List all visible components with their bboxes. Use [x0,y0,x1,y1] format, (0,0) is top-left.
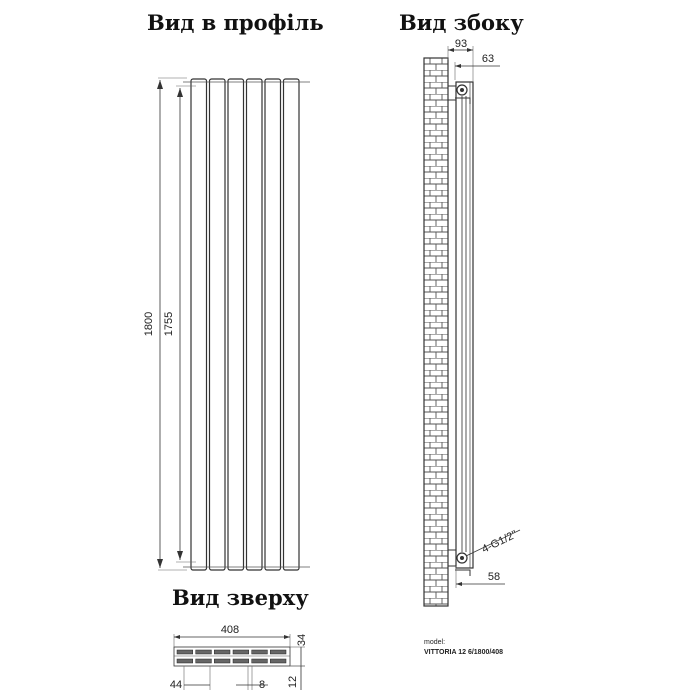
dimension-top-bottom [287,666,305,690]
label-44: 44 [169,679,183,691]
top-section [233,650,249,654]
label-12: 12 [287,675,299,689]
model-info [424,639,503,656]
label-34: 34 [296,633,308,647]
front-view-title: Вид в профіль [147,10,324,35]
top-section [196,659,212,663]
radiator-section [210,79,226,570]
top-section [177,650,193,654]
dimension-bottom-offset [456,566,505,588]
top-section [177,659,193,663]
side-view-title: Вид збоку [399,10,524,35]
radiator-section [191,79,207,570]
radiator-panels [191,79,299,570]
label-93: 93 [454,38,468,50]
top-section [252,650,268,654]
dimension-top-width [174,624,290,647]
top-section [233,659,249,663]
front-view [143,78,310,570]
top-view-title: Вид зверху [172,585,309,610]
label-8: 8 [258,679,266,691]
top-view [170,624,308,691]
top-section [252,659,268,663]
radiator-section [284,79,300,570]
side-view [424,38,520,606]
model-name: VITTORIA 12 6/1800/408 [424,649,503,656]
label-1800: 1800 [143,311,155,337]
top-section [214,650,230,654]
brick-wall [424,58,448,606]
radiator-section [265,79,281,570]
radiator-section [247,79,263,570]
dimension-side-offset [455,53,500,80]
radiator-section [228,79,244,570]
model-label: model: [424,639,446,646]
label-63: 63 [481,53,495,65]
label-58: 58 [487,571,501,583]
top-section [196,650,212,654]
dimension-side-depth [448,38,473,82]
dimension-top-left [170,666,210,691]
top-section [270,659,286,663]
label-1755: 1755 [163,311,175,337]
top-section [270,650,286,654]
label-408: 408 [220,624,240,636]
dimension-top-depth [290,634,308,666]
top-section [214,659,230,663]
dimension-top-gap [236,666,268,691]
label-connection: 4-G1/2'' [480,528,520,556]
connection-callout [466,528,520,556]
